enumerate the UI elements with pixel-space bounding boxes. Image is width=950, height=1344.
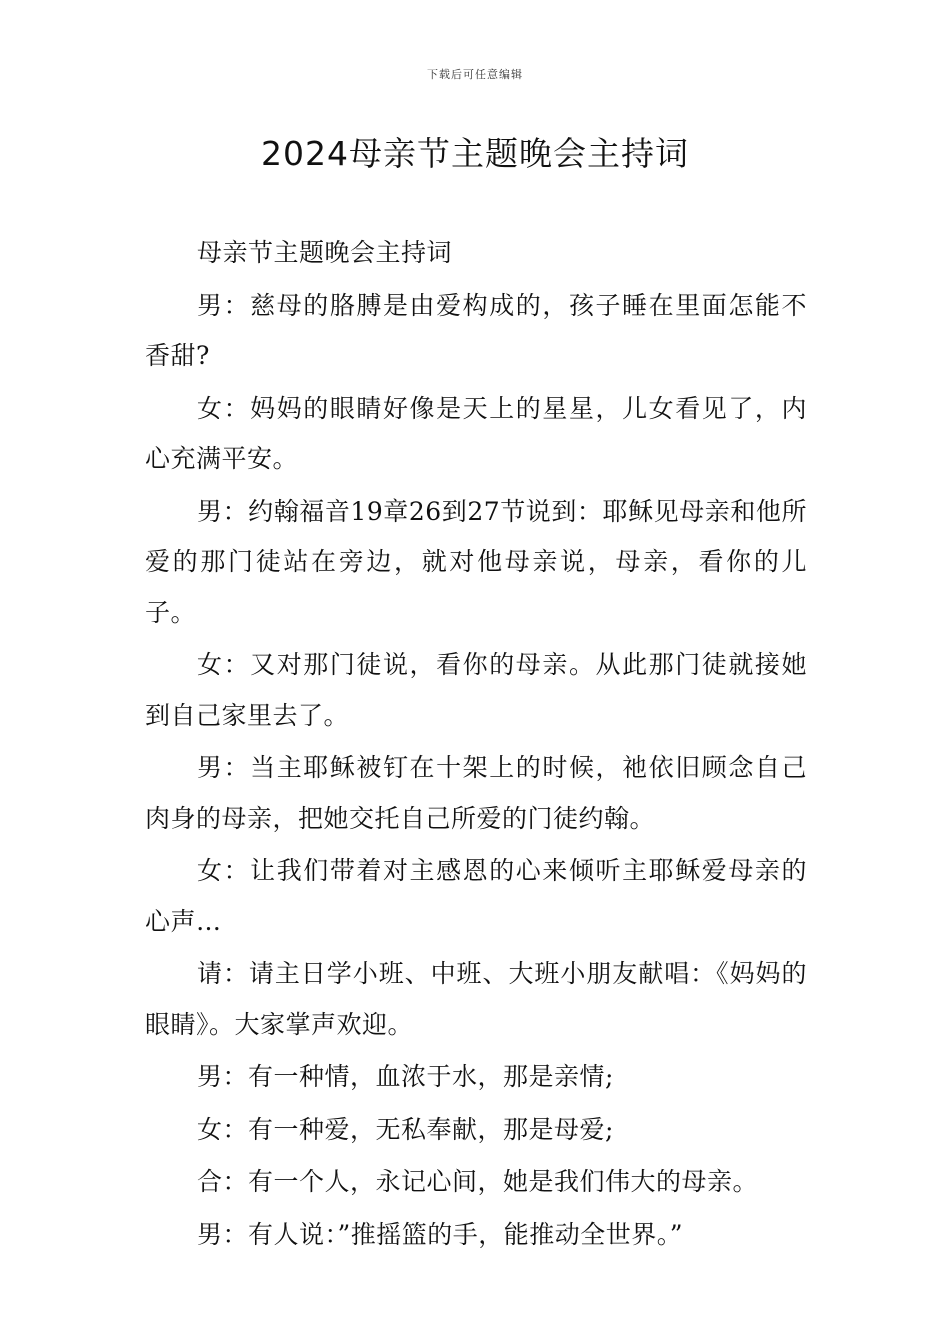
header-note: 下载后可任意编辑: [427, 68, 523, 81]
paragraph: 女：妈妈的眼睛好像是天上的星星，儿女看见了，内心充满平安。: [145, 393, 807, 473]
document-title: 2024母亲节主题晚会主持词: [261, 134, 689, 173]
paragraph: 男：有一种情，血浓于水，那是亲情;: [197, 1062, 614, 1091]
paragraph: 合：有一个人，永记心间，她是我们伟大的母亲。: [197, 1167, 759, 1196]
paragraph: 女：又对那门徒说，看你的母亲。从此那门徒就接她到自己家里去了。: [145, 650, 807, 730]
paragraph: 男：当主耶稣被钉在十架上的时候，祂依旧顾念自己肉身的母亲，把她交托自己所爱的门徒约翰。: [145, 753, 807, 833]
paragraph: 男：有人说：”推摇篮的手，能推动全世界。”: [197, 1219, 684, 1249]
paragraph: 请：请主日学小班、中班、大班小朋友献唱：《妈妈的眼睛》。大家掌声欢迎。: [145, 959, 807, 1039]
document-body: [145, 228, 807, 1262]
paragraph: 女：让我们带着对主感恩的心来倾听主耶稣爱母亲的心声…: [145, 856, 807, 936]
paragraph: 男：慈母的胳膊是由爱构成的，孩子睡在里面怎能不香甜?: [145, 290, 807, 370]
paragraph: 女：有一种爱，无私奉献，那是母爱;: [197, 1114, 614, 1144]
paragraph-subtitle: 母亲节主题晚会主持词: [197, 238, 453, 267]
paragraph: 男：约翰福音19章26到27节说到：耶稣见母亲和他所爱的那门徒站在旁边，就对他母亲说，母亲，看你的儿子。: [145, 496, 807, 627]
